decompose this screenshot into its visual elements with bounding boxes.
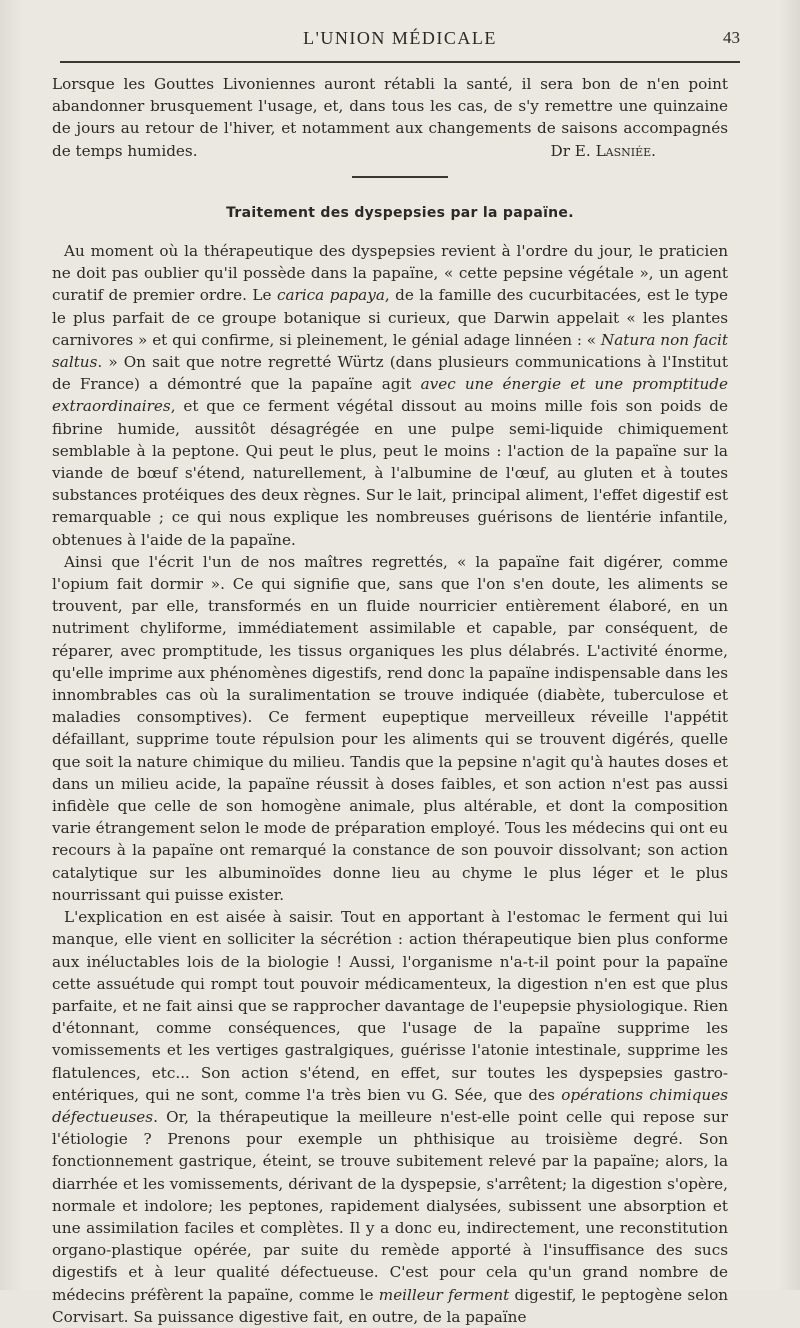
text-run: . Or, la thérapeutique la meilleure n'est-elle point celle qui repose sur l'étiologie ? Prenons pour exemple un phthisique au troisième degré. Son fonctionnement gastrique, éteint, se trouve subitement relevé par la papaïne; alors, la diarrhée et les vomissements, dérivant de la dyspepsie, s'arrêtent; la digestion s'opère, normale et indolore; les peptones, rapidement dialysées, subissent une absorption et une assimilation faciles et complètes. Il y a donc eu, indirectement, une reconstitution organo-plastique opérée, par suite du remède apporté à l'insuffisance des sucs digestifs et à leur qualité défectueuse. C'est pour cela qu'un grand nombre de médecins préfèrent la papaïne, comme le <box>52 1107 728 1304</box>
signature-prefix: Dr E. <box>550 141 596 160</box>
italic-run: Natura non facit saltus <box>52 330 728 372</box>
page-number: 43 <box>723 28 740 47</box>
header-rule <box>60 61 740 63</box>
italic-run: carica papaya <box>276 286 385 305</box>
text-run: . » On sait que notre regretté Würtz (dans plusieurs communications à l'Institut de France) a démontré que la papaïne agit <box>52 353 728 394</box>
italic-run: opérations chimiques défectueuses <box>52 1085 728 1126</box>
italic-run: meilleur ferment <box>378 1285 510 1304</box>
paragraph-3 <box>52 906 728 1328</box>
paragraph-1 <box>52 240 728 551</box>
text-run: , de la famille des cucurbitacées, est le type le plus parfait de ce groupe botanique si curieux, que Darwin appelait « les plantes carnivores » et qui confirme, si pleinement, le génial adage linnéen : « <box>52 286 728 349</box>
section-separator <box>352 176 448 178</box>
paragraph-2: Ainsi que l'écrit l'un de nos maîtres regrettés, « la papaïne fait digérer, comme l'opium fait dormir ». Ce qui signifie que, sans que l'on s'en doute, les aliments se trouvent, par elle, transformés en un fluide nourricier entièrement élaboré, en un nutriment chyliforme, immédiatement assimilable et capable, par conséquent, de réparer, avec promptitude, les tissus organiques les plus délabrés. L'activité énorme, qu'elle imprime aux phénomènes digestifs, rend donc la papaïne indispensable dans les innombrables cas où la suralimentation se trouve indiquée (diabète, tuberculose et maladies consomptives). Ce ferment eupeptique merveilleux réveille l'appétit défaillant, supprime toute répulsion pour les aliments qui se trouvent digérés, quelle que soit la nature chimique du milieu. Tandis que la pepsine n'agit qu'à hautes doses et dans un milieu acide, la papaïne réussit à doses faibles, et son action n'est pas aussi infidèle que celle de son homogène animale, plus altérable, et dont la composition varie étrangement selon le mode de préparation employé. Tous les médecins qui ont eu recours à la papaïne ont remarqué la constance de son pouvoir dissolvant; son action catalytique sur les albuminoïdes donne lieu au chyme le plus léger et le plus nourrissant qui puisse exister. <box>52 552 728 904</box>
intro-section <box>52 73 728 162</box>
text-run: digestif, le peptogène selon Corvisart. Sa puissance digestive fait, en outre, de la papaïne <box>52 1285 728 1326</box>
running-head <box>60 28 740 52</box>
italic-run: avec une énergie et une promptitude extraordinaires <box>52 375 728 416</box>
article-body <box>52 240 728 1328</box>
running-title: L'UNION MÉDICALE <box>303 28 497 48</box>
signature-name: Lasniée. <box>595 141 656 160</box>
intro-paragraph: Lorsque les Gouttes Livoniennes auront rétabli la santé, il sera bon de n'en point abandonner brusquement l'usage, et, dans tous les cas, de s'y remettre une quinzaine de jours au retour de l'hiver, et notamment aux changements de saisons accompagnés de temps humides. <box>52 75 728 160</box>
text-run: L'explication en est aisée à saisir. Tout en apportant à l'estomac le ferment qui lui manque, elle vient en solliciter la sécrétion : action thérapeutique bien plus conforme aux inéluctables lois de la biologie ! Aussi, l'organisme n'a-t-il point pour la papaïne cette assuétude qui rompt tout pouvoir médicamenteux, la digestion n'en est que plus parfaite, et ne fait ainsi que se rapprocher davantage de l'eupepsie physiologique. Rien d'étonnant, comme conséquences, que l'usage de la papaïne supprime les vomissements et les vertiges gastralgiques, guérisse l'atonie intestinale, supprime les flatulences, etc... Son action s'étend, en effet, sur toutes les dyspepsies gastro-entériques, qui ne sont, comme l'a très bien vu G. Sée, que des <box>52 908 728 1104</box>
article-title: Traitement des dyspepsies par la papaïne. <box>226 205 574 221</box>
text-run: , et que ce ferment végétal dissout au moins mille fois son poids de fibrine humide, aussitôt désagrégée en une pulpe semi-liquide chimiquement semblable à la peptone. Qui peut le plus, peut le moins : l'action de la papaïne sur la viande de bœuf s'étend, naturellement, à l'albumine de l'œuf, au gluten et à toutes substances protéiques des deux règnes. Sur le lait, principal aliment, l'effet digestif est remarquable ; ce qui nous explique les nombreuses guérisons de lientérie infantile, obtenues à l'aide de la papaïne. <box>52 397 728 549</box>
text-run: Au moment où la thérapeutique des dyspepsies revient à l'ordre du jour, le praticien ne doit pas oublier qu'il possède dans la papaïne, « cette pepsine végétale », un agent curatif de premier ordre. Le <box>52 242 728 305</box>
